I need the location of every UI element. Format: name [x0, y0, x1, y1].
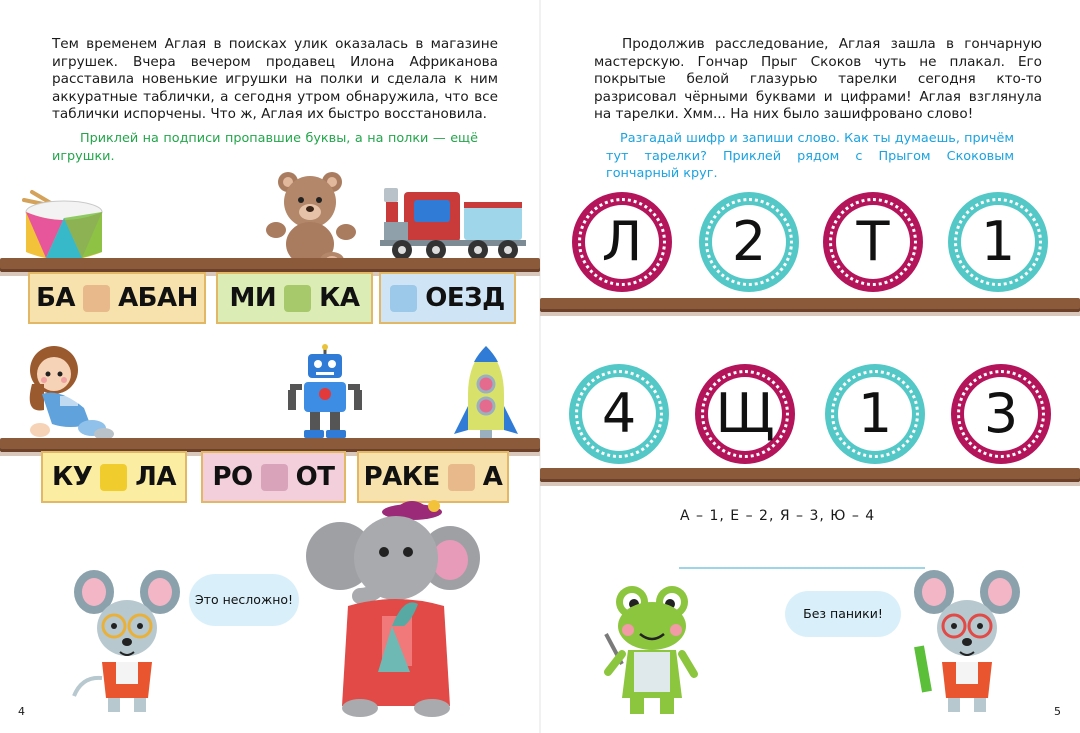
- plate-symbol: 2: [712, 205, 786, 279]
- left-task-text: Приклей на подписи пропавшие буквы, а на полки — ещё игрушки.: [52, 131, 478, 164]
- plate-symbol: Т: [836, 205, 910, 279]
- label-card[interactable]: [41, 451, 187, 503]
- label-prefix: РАКЕ: [363, 462, 440, 492]
- speech-bubble-right: Без паники!: [785, 591, 901, 637]
- right-story-text: Продолжив расследование, Аглая зашла в гончарную мастерскую. Гончар Прыг Скоков чуть не плакал. Его покрытые белой глазурью тарелки сегодня кто-то разрисовал чёрными буквами и цифрами! Аглая взглянула на тарелки. Хмм... На них было зашифровано слово!: [594, 36, 1042, 123]
- label-suffix: А: [482, 462, 503, 492]
- frog-potter-icon: [598, 582, 706, 718]
- label-prefix: МИ: [229, 283, 277, 313]
- label-card[interactable]: [28, 272, 206, 324]
- plate-digit: [948, 192, 1048, 292]
- label-card[interactable]: [216, 272, 373, 324]
- label-prefix: БА: [36, 283, 76, 313]
- toy-shelf-bottom: [0, 438, 540, 452]
- plate-rim: [829, 198, 917, 286]
- sticker-slot[interactable]: [261, 464, 288, 491]
- label-suffix: КА: [319, 283, 360, 313]
- elephant-character-icon: [300, 496, 482, 718]
- label-suffix: АБАН: [118, 283, 198, 313]
- label-suffix: ЛА: [135, 462, 177, 492]
- sticker-slot[interactable]: [83, 285, 110, 312]
- plate-letter: [695, 364, 795, 464]
- plate-rim: [575, 370, 663, 458]
- page-number-left: 4: [18, 705, 25, 718]
- label-card[interactable]: [379, 272, 516, 324]
- plate-shelf-top: [540, 298, 1080, 312]
- sticker-slot[interactable]: [390, 285, 417, 312]
- plate-digit: [699, 192, 799, 292]
- label-prefix: РО: [212, 462, 253, 492]
- label-suffix: ОТ: [295, 462, 335, 492]
- sticker-slot[interactable]: [284, 285, 311, 312]
- doll-icon: [20, 344, 116, 442]
- robot-icon: [286, 344, 364, 440]
- plate-symbol: Л: [585, 205, 659, 279]
- plate-symbol: 1: [838, 377, 912, 451]
- plate-symbol: 1: [961, 205, 1035, 279]
- plate-letter: [951, 364, 1051, 464]
- plate-rim: [957, 370, 1045, 458]
- left-story-text: Тем временем Аглая в поисках улик оказалась в магазине игрушек. Вчера вечером продавец Илона Африканова расставила новенькие игрушки на полки и сделала к ним аккуратные таблички, а сегодня утром обнаружила, что все таблички испорчены. Что ж, Аглая их быстро восстановила.: [52, 36, 498, 123]
- mouse-detective-icon: [910, 566, 1022, 716]
- mouse-detective-icon: [72, 566, 182, 716]
- plate-rim: [701, 370, 789, 458]
- plate-symbol: 4: [582, 377, 656, 451]
- sticker-slot[interactable]: [100, 464, 127, 491]
- drum-icon: [18, 188, 108, 263]
- page-number-right: 5: [1054, 705, 1061, 718]
- speech-bubble-left: Это несложно!: [189, 574, 299, 626]
- plate-digit: [569, 364, 669, 464]
- right-task-text: Разгадай шифр и запиши слово. Как ты думаешь, причём тут тарелки? Приклей рядом с Прыгом Скоковым гончарный круг.: [606, 131, 1014, 182]
- plate-rim: [954, 198, 1042, 286]
- plate-shelf-bottom: [540, 468, 1080, 482]
- plate-letter: [572, 192, 672, 292]
- cipher-key: А – 1, Е – 2, Я – 3, Ю – 4: [680, 508, 876, 524]
- sticker-slot[interactable]: [448, 464, 475, 491]
- right-page: [540, 0, 1080, 733]
- plate-digit: [825, 364, 925, 464]
- plate-rim: [578, 198, 666, 286]
- rocket-icon: [450, 344, 522, 442]
- toy-shelf-top: [0, 258, 540, 272]
- plate-symbol: 3: [964, 377, 1038, 451]
- plate-rim: [705, 198, 793, 286]
- answer-line[interactable]: [679, 567, 925, 569]
- plate-symbol: Щ: [708, 377, 782, 451]
- plate-rim: [831, 370, 919, 458]
- label-prefix: КУ: [51, 462, 93, 492]
- plate-letter: [823, 192, 923, 292]
- label-suffix: ОЕЗД: [425, 283, 505, 313]
- toy-train-icon: [380, 186, 526, 266]
